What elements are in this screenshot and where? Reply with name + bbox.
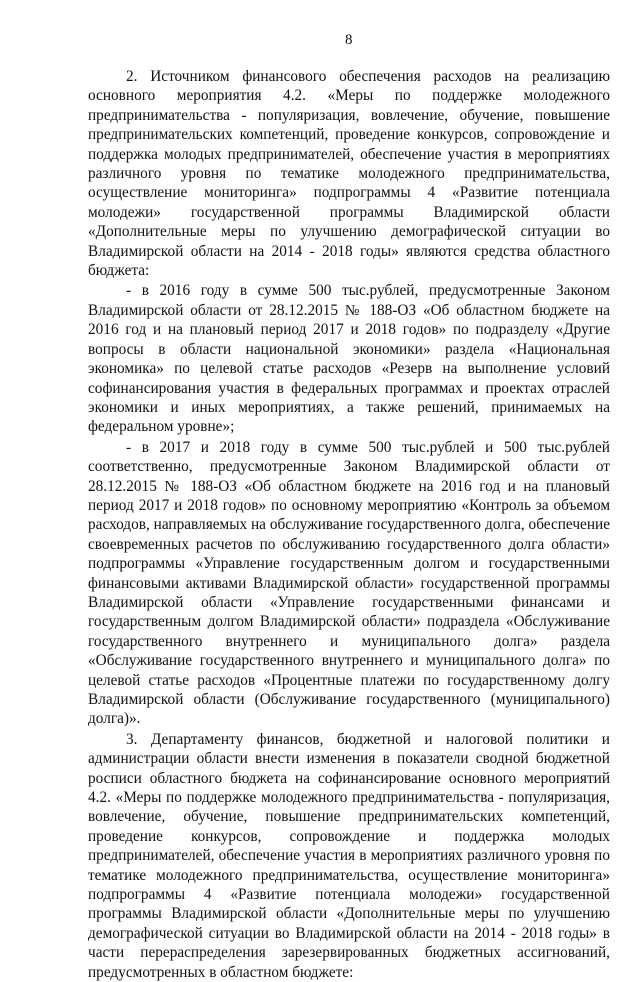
paragraph-2017-2018-funding: - в 2017 и 2018 году в сумме 500 тыс.рублей и 500 тыс.рублей соответственно, предусмотренные Законом Владимирской области от 28.12.2015 № 188-ОЗ «Об областном бюджете на 2016 год и на плановый период 2017 и 2018 годов» по основному мероприятию «Контроль за объемом расходов, направляемых на обслуживание государственного долга, обеспечение своевременных расчетов по обслуживанию государственного долга области» подпрограммы «Управление государственным долгом и государственными финансовыми активами Владимирской области» государственной программы Владимирской области «Управление государственными финансами и государственным долгом Владимирской области» подраздела «Обслуживание государственного внутреннего и муниципального долга» раздела «Обслуживание государственного внутреннего и муниципального долга» по целевой статье расходов «Процентные платежи по государственному долгу Владимирской области (Обслуживание государственного (муниципального) долга)». <box>88 438 610 728</box>
paragraph-budget-changes: 3. Департаменту финансов, бюджетной и налоговой политики и администрации области внести изменения в показатели сводной бюджетной росписи областного бюджета на софинансирование основного мероприятий 4.2. «Меры по поддержке молодежного предпринимательства - популяризация, вовлечение, обучение, повышение предпринимательских компетенций, проведение конкурсов, сопровождение и поддержка молодых предпринимателей, обеспечение участия в мероприятиях различного уровня по тематике молодежного предпринимательства, осуществление мониторинга» подпрограммы 4 «Развитие потенциала молодежи» государственной программы Владимирской области «Дополнительные меры по улучшению демографической ситуации во Владимирской области на 2014 - 2018 годы» в части перераспределения зарезервированных бюджетных ассигнований, предусмотренных в областном бюджете: <box>88 730 610 981</box>
paragraph-funding-source: 2. Источником финансового обеспечения расходов на реализацию основного мероприятия 4.2. «Меры по поддержке молодежного предпринимательства - популяризация, вовлечение, обучение, повышение предпринимательских компетенций, проведение конкурсов, сопровождение и поддержка молодых предпринимателей, обеспечение участия в мероприятиях различного уровня по тематике молодежного предпринимательства, осуществление мониторинга» подпрограммы 4 «Развитие потенциала молодежи» государственной программы Владимирской области «Дополнительные меры по улучшению демографической ситуации во Владимирской области на 2014 - 2018 годы» являются средства областного бюджета: <box>88 68 610 280</box>
paragraph-2016-funding: - в 2016 году в сумме 500 тыс.рублей, предусмотренные Законом Владимирской области от 28.12.2015 № 188-ОЗ «Об областном бюджете на 2016 год и на плановый период 2017 и 2018 годов» по подразделу «Другие вопросы в области национальной экономики» раздела «Национальная экономика» по целевой статье расходов «Резерв на выполнение условий софинансирования участия в федеральных программах и проектах отраслей экономики и иных мероприятиях, а также решений, принимаемых на федеральном уровне»; <box>88 282 610 436</box>
page-number: 8 <box>345 32 353 48</box>
